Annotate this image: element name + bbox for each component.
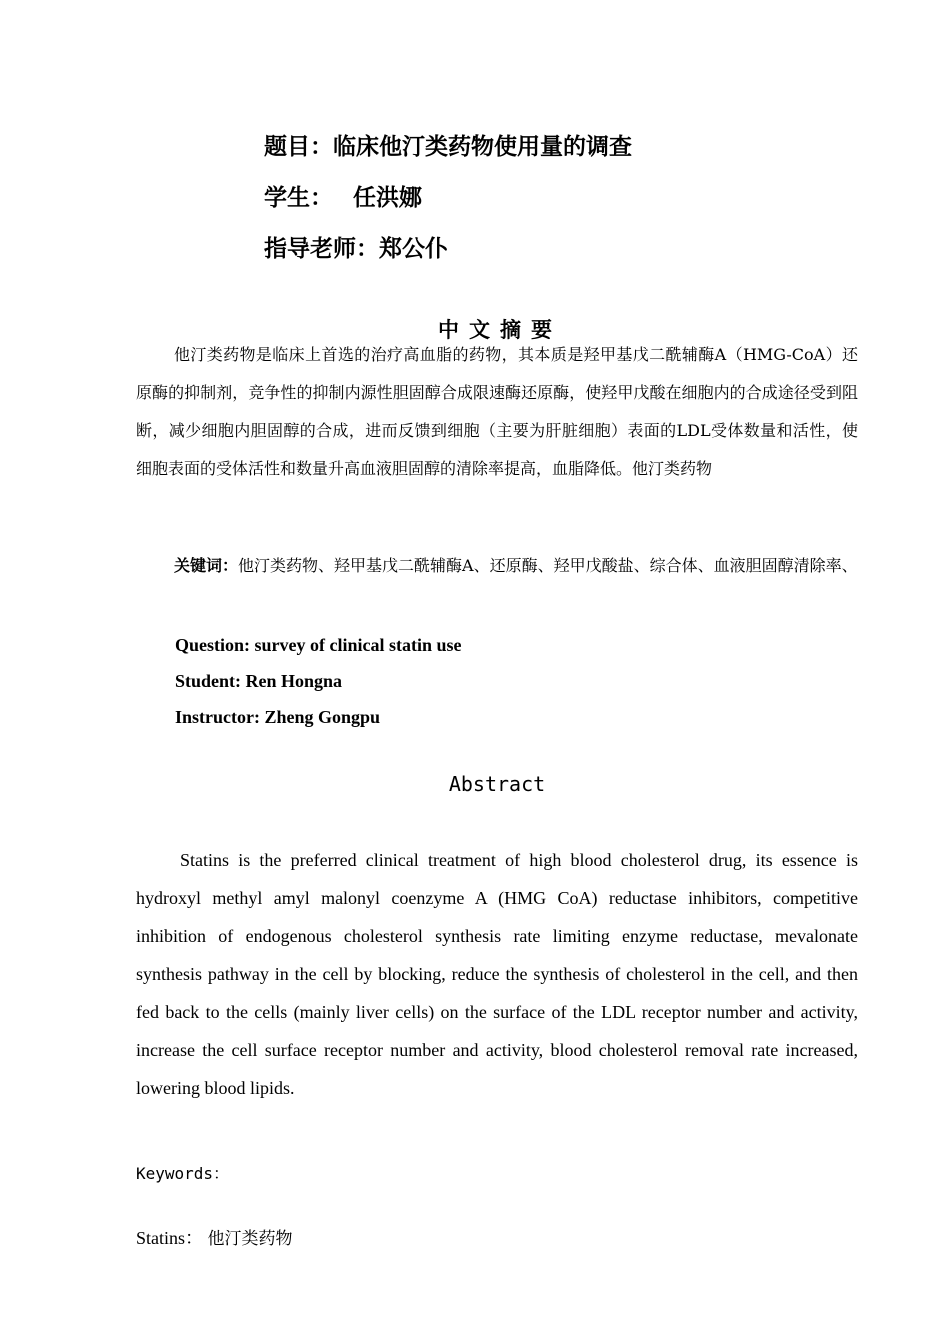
chinese-keywords-text: 他汀类药物、羟甲基戊二酰辅酶A、还原酶、羟甲戊酸盐、综合体、血液胆固醇清除率、 <box>238 556 858 575</box>
chinese-keywords-label: 关键词： <box>174 556 239 575</box>
chinese-abstract-paragraph: 他汀类药物是临床上首选的治疗高血脂的药物，其本质是羟甲基戊二酰辅酶A（HMG-CoA）还原酶的抑制剂，竞争性的抑制内源性胆固醇合成限速酶还原酶，使羟甲戊酸在细胞内的合成途径受到阻断，减少细胞内胆固醇的合成，进而反馈到细胞（主要为肝脏细胞）表面的LDL受体数量和活性，使细胞表面的受体活性和数量升高血液胆固醇的清除率提高，血脂降低。他汀类药物 <box>136 345 858 478</box>
english-abstract-body <box>136 841 858 1107</box>
student-line-en: Student: Ren Hongna <box>175 671 343 691</box>
english-keywords-label: Keywords： <box>136 1164 230 1183</box>
thesis-title-en: Question: survey of clinical statin use <box>175 635 462 655</box>
student-name-cn: 任洪娜 <box>353 185 422 211</box>
english-title-block <box>175 627 462 735</box>
instructor-line-en: Instructor: Zheng Gongpu <box>175 707 381 727</box>
chinese-abstract-heading: 中文摘要 <box>438 318 562 342</box>
english-abstract-heading: Abstract <box>448 772 546 796</box>
chinese-keywords <box>136 554 858 578</box>
student-line-cn <box>264 173 632 224</box>
english-keyword-item <box>136 1224 293 1250</box>
student-label-cn: 学生： <box>264 185 333 211</box>
keyword-english-term: Statins： <box>136 1228 204 1248</box>
english-abstract-paragraph: Statins is the preferred clinical treatment of high blood cholesterol drug, its essence is hydroxyl methyl amyl malonyl coenzyme A (HMG CoA) reductase inhibitors, competitive inhibition of endogenous cholesterol synthesis rate limiting enzyme reductase, mevalonate synthesis pathway in the cell by blocking, reduce the synthesis of cholesterol in the cell, and then fed back to the cells (mainly liver cells) on the surface of the LDL receptor number and activity, increase the cell surface receptor number and activity, blood cholesterol removal rate increased, lowering blood lipids. <box>136 850 858 1098</box>
keyword-chinese-term: 他汀类药物 <box>207 1229 293 1249</box>
instructor-line-cn: 指导老师：郑公仆 <box>264 236 448 262</box>
chinese-title-block <box>264 122 632 275</box>
chinese-abstract-body <box>136 336 858 488</box>
thesis-title-cn: 题目：临床他汀类药物使用量的调查 <box>264 134 632 160</box>
